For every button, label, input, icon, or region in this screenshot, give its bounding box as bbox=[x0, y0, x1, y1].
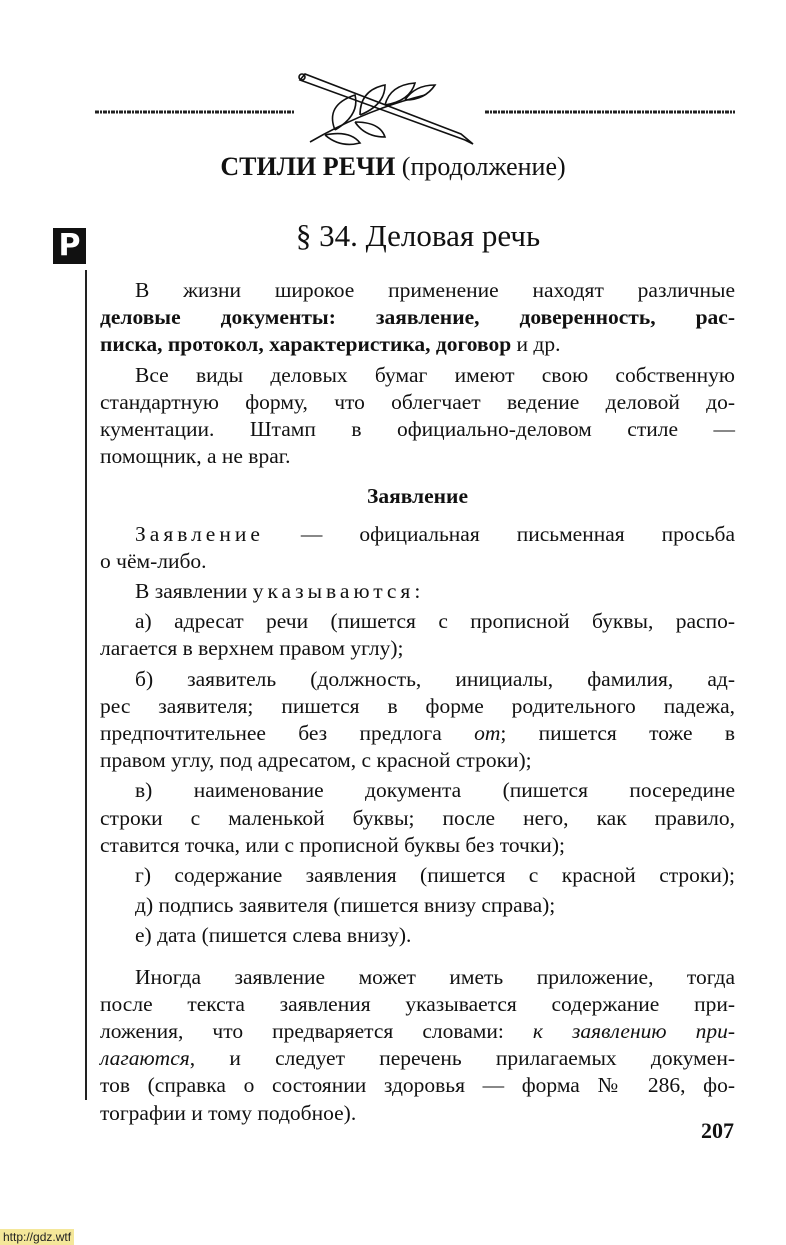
text-line bbox=[100, 892, 735, 919]
text-segment: : bbox=[414, 579, 421, 604]
text-segment: писка, протокол, характеристика, договор bbox=[100, 332, 512, 357]
text-segment: Иногда заявление может иметь приложение, тогда bbox=[135, 964, 735, 989]
text-line bbox=[100, 666, 735, 693]
text-segment: — официальная письменная просьба bbox=[263, 521, 735, 546]
text-segment: правом углу, под адресатом, с красной строки); bbox=[100, 748, 532, 773]
text-segment: г) содержание заявления (пишется с красной строки); bbox=[135, 863, 735, 888]
text-segment: Все виды деловых бумаг имеют свою собственную bbox=[135, 362, 735, 387]
text-segment: ; пишется тоже в bbox=[500, 721, 735, 746]
paragraph bbox=[100, 666, 735, 775]
text-line bbox=[100, 362, 735, 389]
text-line bbox=[100, 693, 735, 720]
text-line bbox=[100, 747, 735, 774]
text-segment: Заявление bbox=[367, 484, 468, 509]
text-line bbox=[100, 416, 735, 443]
text-segment: б) заявитель (должность, инициалы, фамилия, ад- bbox=[135, 666, 735, 691]
text-segment: от bbox=[474, 721, 501, 746]
text-segment: стандартную форму, что облегчает ведение деловой до- bbox=[100, 389, 735, 414]
text-segment: указываются bbox=[252, 579, 415, 604]
text-line bbox=[100, 635, 735, 662]
text-line bbox=[100, 862, 735, 889]
text-segment: , и следует перечень прилагаемых докумен- bbox=[189, 1046, 735, 1071]
subheading bbox=[100, 483, 735, 510]
text-segment: и др. bbox=[511, 332, 561, 357]
pencil-branch-ornament bbox=[95, 70, 735, 150]
text-line bbox=[100, 1045, 735, 1072]
page-number: 207 bbox=[701, 1118, 734, 1143]
text-line bbox=[100, 805, 735, 832]
text-line bbox=[100, 483, 735, 510]
paragraph bbox=[100, 777, 735, 859]
text-segment: помощник, а не враг. bbox=[100, 444, 291, 469]
text-line bbox=[100, 964, 735, 991]
text-segment: лагается в верхнем правом углу); bbox=[100, 636, 404, 661]
text-segment: к заявлению при- bbox=[532, 1019, 735, 1044]
text-line bbox=[100, 389, 735, 416]
text-segment: Заявление bbox=[135, 521, 264, 546]
text-line bbox=[100, 1072, 735, 1099]
text-segment: В заявлении bbox=[135, 579, 253, 604]
body-text bbox=[100, 274, 735, 1127]
text-segment: В жизни широкое применение находят различные bbox=[135, 278, 735, 302]
text-segment: кументации. Штамп в официально-деловом стиле — bbox=[100, 417, 735, 442]
paragraph bbox=[100, 892, 735, 919]
text-segment: рес заявителя; пишется в форме родительного падежа, bbox=[100, 693, 735, 718]
text-segment: ложения, что предваряется словами: bbox=[100, 1019, 533, 1044]
text-line bbox=[100, 1100, 735, 1127]
text-line bbox=[100, 548, 735, 575]
rech-marker-icon: Р bbox=[53, 228, 86, 264]
text-line bbox=[100, 922, 735, 949]
text-segment: а) адресат речи (пишется с прописной буквы, распо- bbox=[135, 609, 735, 634]
paragraph bbox=[100, 277, 735, 359]
text-line bbox=[100, 777, 735, 804]
paragraph-title: § 34. Деловая речь bbox=[295, 218, 541, 253]
text-line bbox=[100, 521, 735, 548]
text-segment: в) наименование документа (пишется посередине bbox=[135, 778, 735, 803]
text-segment: о чём-либо. bbox=[100, 548, 207, 573]
text-line bbox=[100, 720, 735, 747]
margin-bar bbox=[85, 270, 87, 1100]
text-segment: строки с маленькой буквы; после него, как правило, bbox=[100, 805, 735, 830]
text-line bbox=[100, 832, 735, 859]
paragraph bbox=[100, 362, 735, 471]
text-segment: тов (справка о состоянии здоровья — форма № 286, фо- bbox=[100, 1073, 735, 1098]
watermark-link[interactable]: http://gdz.wtf bbox=[0, 1229, 74, 1245]
text-line bbox=[100, 304, 735, 331]
text-segment: е) дата (пишется слева внизу). bbox=[135, 923, 412, 948]
text-segment: тографии и тому подобное). bbox=[100, 1100, 357, 1125]
paragraph bbox=[100, 922, 735, 949]
text-line bbox=[100, 608, 735, 635]
paragraph bbox=[100, 521, 735, 575]
text-line bbox=[100, 991, 735, 1018]
text-segment: после текста заявления указывается содержание при- bbox=[100, 991, 735, 1016]
text-line bbox=[100, 277, 735, 304]
paragraph bbox=[100, 862, 735, 889]
section-title bbox=[0, 152, 786, 182]
section-title-rest: (продолжение) bbox=[401, 152, 566, 181]
text-segment: лагаются bbox=[100, 1046, 190, 1071]
paragraph bbox=[100, 608, 735, 662]
paragraph bbox=[100, 578, 735, 605]
section-title-bold: СТИЛИ РЕЧИ bbox=[220, 152, 396, 181]
text-segment: ставится точка, или с прописной буквы без точки); bbox=[100, 832, 565, 857]
text-line bbox=[100, 331, 735, 358]
text-segment: деловые документы: заявление, доверенность, рас- bbox=[100, 305, 735, 330]
paragraph bbox=[100, 964, 735, 1127]
text-line bbox=[100, 578, 735, 605]
text-line bbox=[100, 1018, 735, 1045]
text-segment: д) подпись заявителя (пишется внизу справа); bbox=[135, 893, 556, 918]
text-line bbox=[100, 443, 735, 470]
text-segment: предпочтительнее без предлога bbox=[100, 721, 475, 746]
